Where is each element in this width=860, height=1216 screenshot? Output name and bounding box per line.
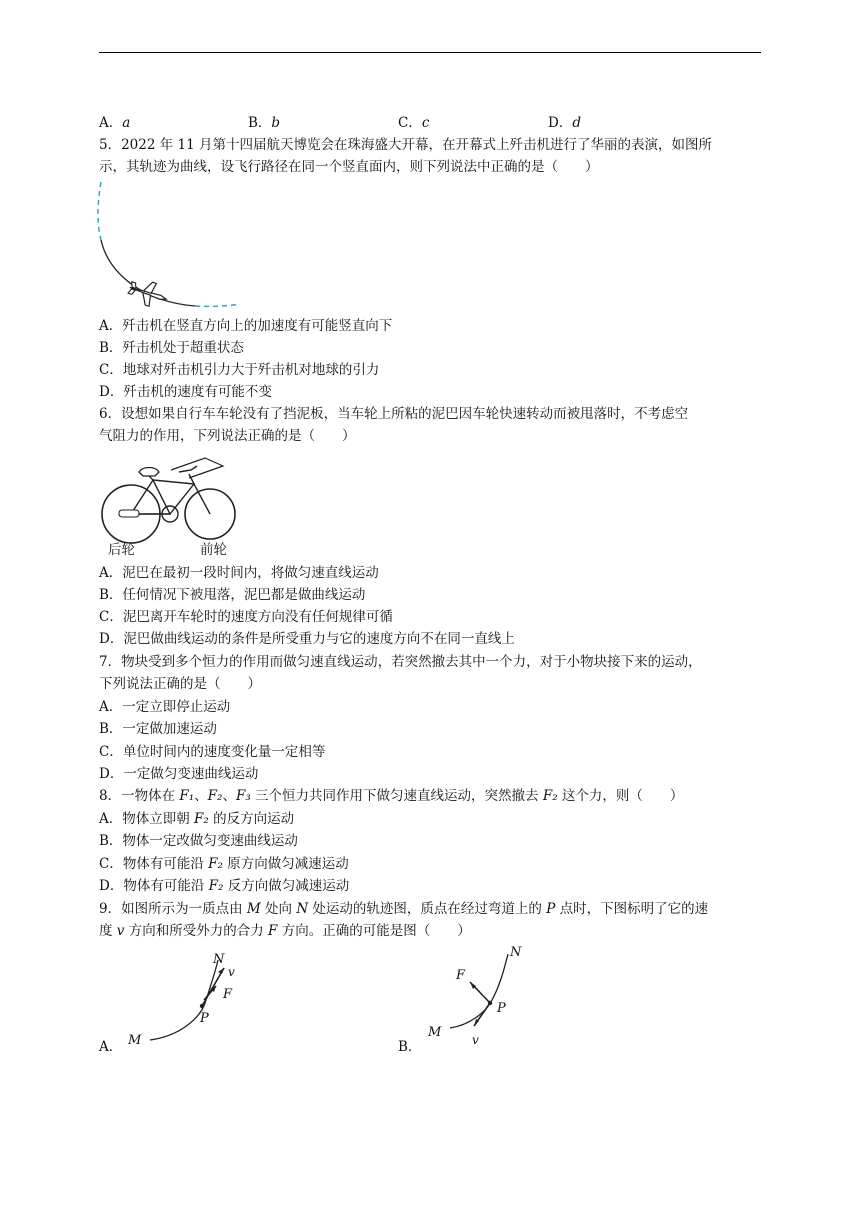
q9-figure-b: [420, 940, 550, 1050]
q8-option-a: A．物体立即朝 F₂ 的反方向运动: [99, 811, 295, 827]
q8-option-b: B．物体一定改做匀变速曲线运动: [99, 833, 298, 849]
q5-option-c: C．地球对歼击机引力大于歼击机对地球的引力: [99, 362, 380, 378]
q5-option-b: B．歼击机处于超重状态: [99, 340, 244, 356]
q6-option-d: D．泥巴做曲线运动的条件是所受重力与它的速度方向不在同一直线上: [99, 631, 515, 647]
q6-option-c: C．泥巴离开车轮时的速度方向没有任何规律可循: [99, 609, 393, 625]
label-p: P: [200, 1011, 209, 1026]
q4-option-b: B．b: [248, 115, 281, 131]
bicycle-figure: [99, 452, 239, 542]
jet-icon: [126, 276, 170, 311]
q8-stem: 8．一物体在 F₁、F₂、F₃ 三个恒力共同作用下做匀速直线运动，突然撤去 F₂ 这个力，则（ ）: [99, 788, 684, 804]
q6-option-a: A．泥巴在最初一段时间内，将做匀速直线运动: [99, 565, 379, 581]
q6-option-b: B．任何情况下被甩落，泥巴都是做曲线运动: [99, 587, 366, 603]
label-m: M: [128, 1033, 142, 1048]
q8-option-d: D．物体有可能沿 F₂ 反方向做匀减速运动: [99, 878, 350, 894]
q5-option-d: D．歼击机的速度有可能不变: [99, 384, 272, 400]
q4-option-c: C．c: [398, 115, 430, 131]
label-v: v: [228, 965, 235, 979]
q9-stem-line1: 9．如图所示为一质点由 M 处向 N 处运动的轨迹图，质点在经过弯道上的 P 点时，下图标明了它的速: [99, 901, 709, 917]
q9-stem-line2: 度 v 方向和所受外力的合力 F 方向。正确的可能是图（ ）: [99, 923, 471, 939]
svg-text:v: v: [472, 1033, 479, 1047]
svg-text:M: M: [428, 1025, 442, 1040]
f1-symbol: F₁: [179, 788, 195, 804]
q7-option-d: D．一定做匀变速曲线运动: [99, 766, 259, 782]
f2-symbol: F₂: [207, 788, 223, 804]
svg-text:N: N: [510, 945, 522, 960]
q9-figure-b-label: B．: [398, 1039, 422, 1055]
label-f: F: [223, 987, 233, 1002]
q5-stem-line2: 示，其轨迹为曲线，设飞行路径在同一个竖直面内，则下列说法中正确的是（ ）: [99, 159, 599, 175]
q5-option-a: A．歼击机在竖直方向上的加速度有可能竖直向下: [99, 318, 393, 334]
q5-stem-line1: 5．2022 年 11 月第十四届航天博览会在珠海盛大开幕，在开幕式上歼击机进行了华丽的表演，如图所: [99, 137, 712, 153]
q9-figure-a-label: A．: [99, 1039, 123, 1055]
label-n: N: [213, 952, 225, 967]
q6-stem-line2: 气阻力的作用，下列说法正确的是（ ）: [99, 428, 356, 444]
svg-text:P: P: [497, 1001, 506, 1016]
q4-option-a: A．a: [99, 115, 131, 131]
front-wheel-label: 前轮: [200, 542, 227, 558]
q8-option-c: C．物体有可能沿 F₂ 原方向做匀减速运动: [99, 856, 349, 872]
q9-figure-a: [120, 948, 260, 1058]
q7-option-b: B．一定做加速运动: [99, 721, 217, 737]
q7-stem-line1: 7．物块受到多个恒力的作用而做匀速直线运动，若突然撤去其中一个力，对于小物块接下来的运动，: [99, 654, 702, 670]
svg-text:F: F: [456, 968, 466, 983]
f3-symbol: F₃: [235, 788, 251, 804]
q4-option-d: D．d: [548, 115, 581, 131]
q7-option-c: C．单位时间内的速度变化量一定相等: [99, 744, 326, 760]
q7-option-a: A．一定立即停止运动: [99, 699, 231, 715]
q6-stem-line1: 6．设想如果自行车车轮没有了挡泥板，当车轮上所粘的泥巴因车轮快速转动而被甩落时，不考虑空: [99, 406, 689, 422]
rear-wheel-label: 后轮: [108, 542, 135, 558]
header-rule: [99, 52, 761, 53]
jet-trajectory-figure: [95, 180, 245, 312]
q7-stem-line2: 下列说法正确的是（ ）: [99, 676, 261, 692]
